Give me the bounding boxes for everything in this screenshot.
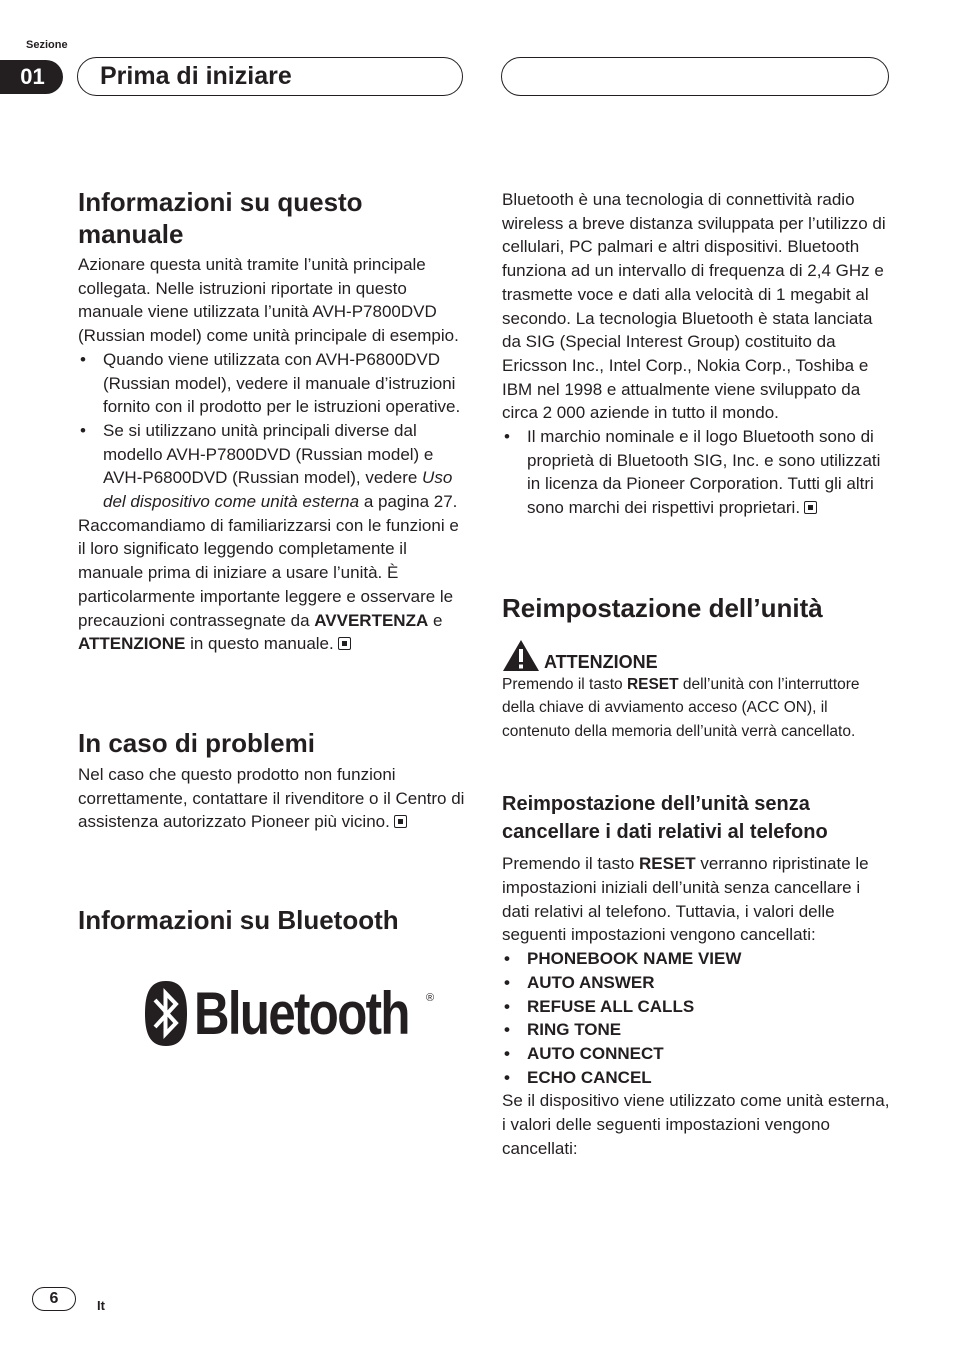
list-item: • AUTO ANSWER [502,971,892,995]
bluetooth-description: Bluetooth è una tecnologia di connettività radio wireless a breve distanza sviluppata per l’utilizzo di cellulari, PC palmari e altri dispositivi. Bluetooth funziona ad un intervallo di frequenza di 2,4 GHz e trasmette voce e dati alla velocità di 1 megabit al secondo. La tecnologia Bluetooth è stata lanciata da SIG (Special Interest Group) costituito da Ericsson Inc., Intel Corp., Nokia Corp., Toshiba e IBM nel 1998 e attualmente viene sviluppato da circa 2 000 aziende in tutto il mondo. [502,190,886,423]
bluetooth-info-heading: Informazioni su Bluetooth [78,905,399,936]
end-of-section-icon [394,815,407,828]
language-code: It [97,1298,105,1313]
end-of-section-icon [338,637,351,650]
manual-info-bullets [78,348,465,514]
bluetooth-logo-text: Bluetooth [194,979,409,1047]
caution-header [502,639,892,672]
end-of-section-icon [804,501,817,514]
left-column [78,186,465,1046]
caution-text: Premendo il tasto RESET dell’unità con l’interruttore della chiave di avviamento acceso (ACC ON), il contenuto della memoria dell’unità verrà cancellato. [502,675,860,740]
list-item: • Quando viene utilizzata con AVH-P6800DVD (Russian model), vedere il manuale d’istruzioni fornito con il prodotto per le istruzioni operative. [78,348,465,419]
reset-heading: Reimpostazione dell’unità [502,592,823,623]
list-item: • Se si utilizzano unità principali diverse dal modello AVH-P7800DVD (Russian model) e AVH-P6800DVD (Russian model), vedere Uso del dispositivo come unità esterna a pagina 27. [78,419,465,514]
bluetooth-logo [144,981,465,1046]
list-item: • ECHO CANCEL [502,1066,892,1090]
reset-key-label: RESET [626,675,679,693]
problems-heading: In caso di problemi [78,727,315,758]
section-title: Prima di iniziare [77,57,463,96]
manual-info-intro: Azionare questa unità tramite l’unità principale collegata. Nelle istruzioni riportate in questo manuale viene utilizzata l’unità AVH-P7800DVD (Russian model) come unità principale di esempio. [78,255,459,346]
cross-reference: Uso del dispositivo come unità esterna [103,468,453,512]
external-unit-text: Se il dispositivo viene utilizzato come unità esterna, i valori delle seguenti impostazioni vengono cancellati: [502,1091,890,1158]
warning-triangle-icon [502,639,540,672]
reset-keep-text: Premendo il tasto RESET verranno ripristinate le impostazioni iniziali dell’unità senza cancellare i dati relativi al telefono. Tuttavia, i valori delle seguenti impostazioni vengono cancellati: [502,854,869,945]
manual-info-heading: Informazioni su questo manuale [78,187,363,249]
problems-text: Nel caso che questo prodotto non funzioni correttamente, contattare il rivenditore o il Centro di assistenza autorizzato Pioneer più vicino. [78,764,465,832]
section-label: Sezione [26,39,68,51]
caution-word: ATTENZIONE [78,634,186,654]
trademark-bullets [502,425,892,520]
warning-word: AVVERTENZA [314,610,429,630]
caution-title: ATTENZIONE [544,651,658,672]
reset-keep-heading: Reimpostazione dell’unità senza cancellare i dati relativi al telefono [502,793,828,844]
header-empty-frame [501,57,889,96]
list-item: • AUTO CONNECT [502,1042,892,1066]
list-item: • REFUSE ALL CALLS [502,995,892,1019]
bluetooth-rune-icon [144,981,188,1046]
registered-mark: ® [425,992,435,1005]
manual-info-recommendation: Raccomandiamo di familiarizzarsi con le funzioni e il loro significato leggendo completamente il manuale prima di iniziare a usare l’unità. È particolarmente importante leggere e osservare le precauzioni contrassegnate da AVVERTENZA e ATTENZIONE in questo manuale. [78,515,459,654]
list-item: • Il marchio nominale e il logo Bluetooth sono di proprietà di Bluetooth SIG, Inc. e sono utilizzati in licenza da Pioneer Corporation. Tutti gli altri sono marchi dei rispettivi proprietari. [502,425,892,520]
reset-key-label: RESET [639,854,696,874]
right-column [502,188,892,1160]
list-item: • PHONEBOOK NAME VIEW [502,947,892,971]
cleared-settings-list [502,947,892,1089]
list-item: • RING TONE [502,1018,892,1042]
page-number: 6 [32,1287,76,1311]
section-number-badge: 01 [0,60,63,94]
